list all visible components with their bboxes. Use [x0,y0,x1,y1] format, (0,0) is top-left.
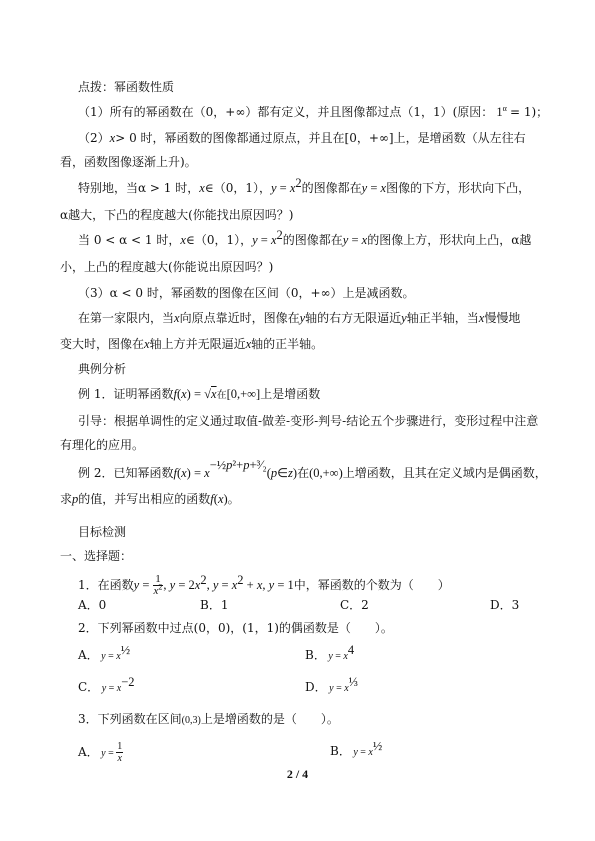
q3-option-b: B． $y = x^{\frac{1}{2}}$ [330,739,383,758]
section-examples: 典例分析 [78,362,127,376]
example-2-line-1: 例 2．已知幂函数$f(x) = x^{-\frac{1}{2}p^2+p+^3⁄_2}(p\in z)$在(0,+∞)上增函数，且其在定义域内是偶函数， [78,458,547,480]
q2-option-d: D． $y = x^{\frac{1}{3}}$ [305,675,359,694]
question-1: 1．在函数y = $\frac{1}{x^2}$ , $y = 2x^2$, $y = x^2 + x$, y = 1中，幂函数的个数为（ ） [78,573,450,597]
special-case-2-line-1: 当 0 < α < 1 时，x∈（0，1），$y = x^2$的图像都在y = x的图像上方，形状向上凸，α越 [78,228,532,247]
q3-option-a: A． y = $\frac{1}{x}$ [78,741,123,764]
guide-line-1: 引导：根据单调性的定义通过取值-做差-变形-判号-结论五个步骤进行，变形过程中注意 [78,414,539,428]
q1-option-a: A．0 [78,598,107,612]
section-target-test: 目标检测 [78,525,127,539]
special-case-1-line-2: α越大，下凸的程度越大(你能找出原因吗？) [60,208,294,222]
q1-option-b: B．1 [200,598,229,612]
example-2-line-2: 求p的值，并写出相应的函数f(x)。 [60,492,240,506]
page-number: 2 / 4 [286,767,309,781]
first-quadrant-line-1: 在第一家限内，当x向原点靠近时，图像在y轴的右方无限逼近y轴正半轴，当x慢慢地 [78,311,521,325]
section-choice-questions: 一、选择题： [60,549,133,563]
q2-option-a: A． $y = x^{\frac{1}{2}}$ [78,643,131,662]
question-2: 2．下列幂函数中过点(0，0)，(1，1)的偶函数是（ ）。 [78,621,393,635]
q2-option-b: B． $y = x^4$ [305,643,355,662]
section-heading: 点拨：幂函数性质 [78,80,175,94]
q1-option-c: C．2 [340,598,369,612]
question-3: 3．下列函数在区间(0,3)上是增函数的是（ ）。 [78,712,339,726]
property-1: （1）所有的幂函数在（0，+∞）都有定义，并且图像都过点（1，1）(原因： $1^\alpha = 1$)； [78,103,549,119]
q1-option-d: D．3 [490,598,520,612]
property-3: （3）α < 0 时，幂函数的图像在区间（0，+∞）上是减函数。 [78,286,415,300]
property-2-line-1: （2）x> 0 时，幂函数的图像都通过原点，并且在[0，+∞]上，是增函数（从左往右 [78,131,526,145]
property-2-line-2: 看，函数图像逐渐上升)。 [60,155,197,169]
first-quadrant-line-2: 变大时，图像在x轴上方并无限逼近x轴的正半轴。 [60,337,324,351]
special-case-1-line-1: 特别地，当α > 1 时，x∈（0，1），$y = x^2$的图像都在y = x图像的下方，形状向下凸， [78,176,531,195]
special-case-2-line-2: 小，上凸的程度越大(你能说出原因吗？) [60,260,274,274]
example-1: 例 1．证明幂函数f(x) = √x在[0,+∞]上是增函数 [78,387,321,401]
q2-option-c: C． $y = x^{-2}$ [78,675,135,694]
guide-line-2: 有理化的应用。 [60,438,145,452]
